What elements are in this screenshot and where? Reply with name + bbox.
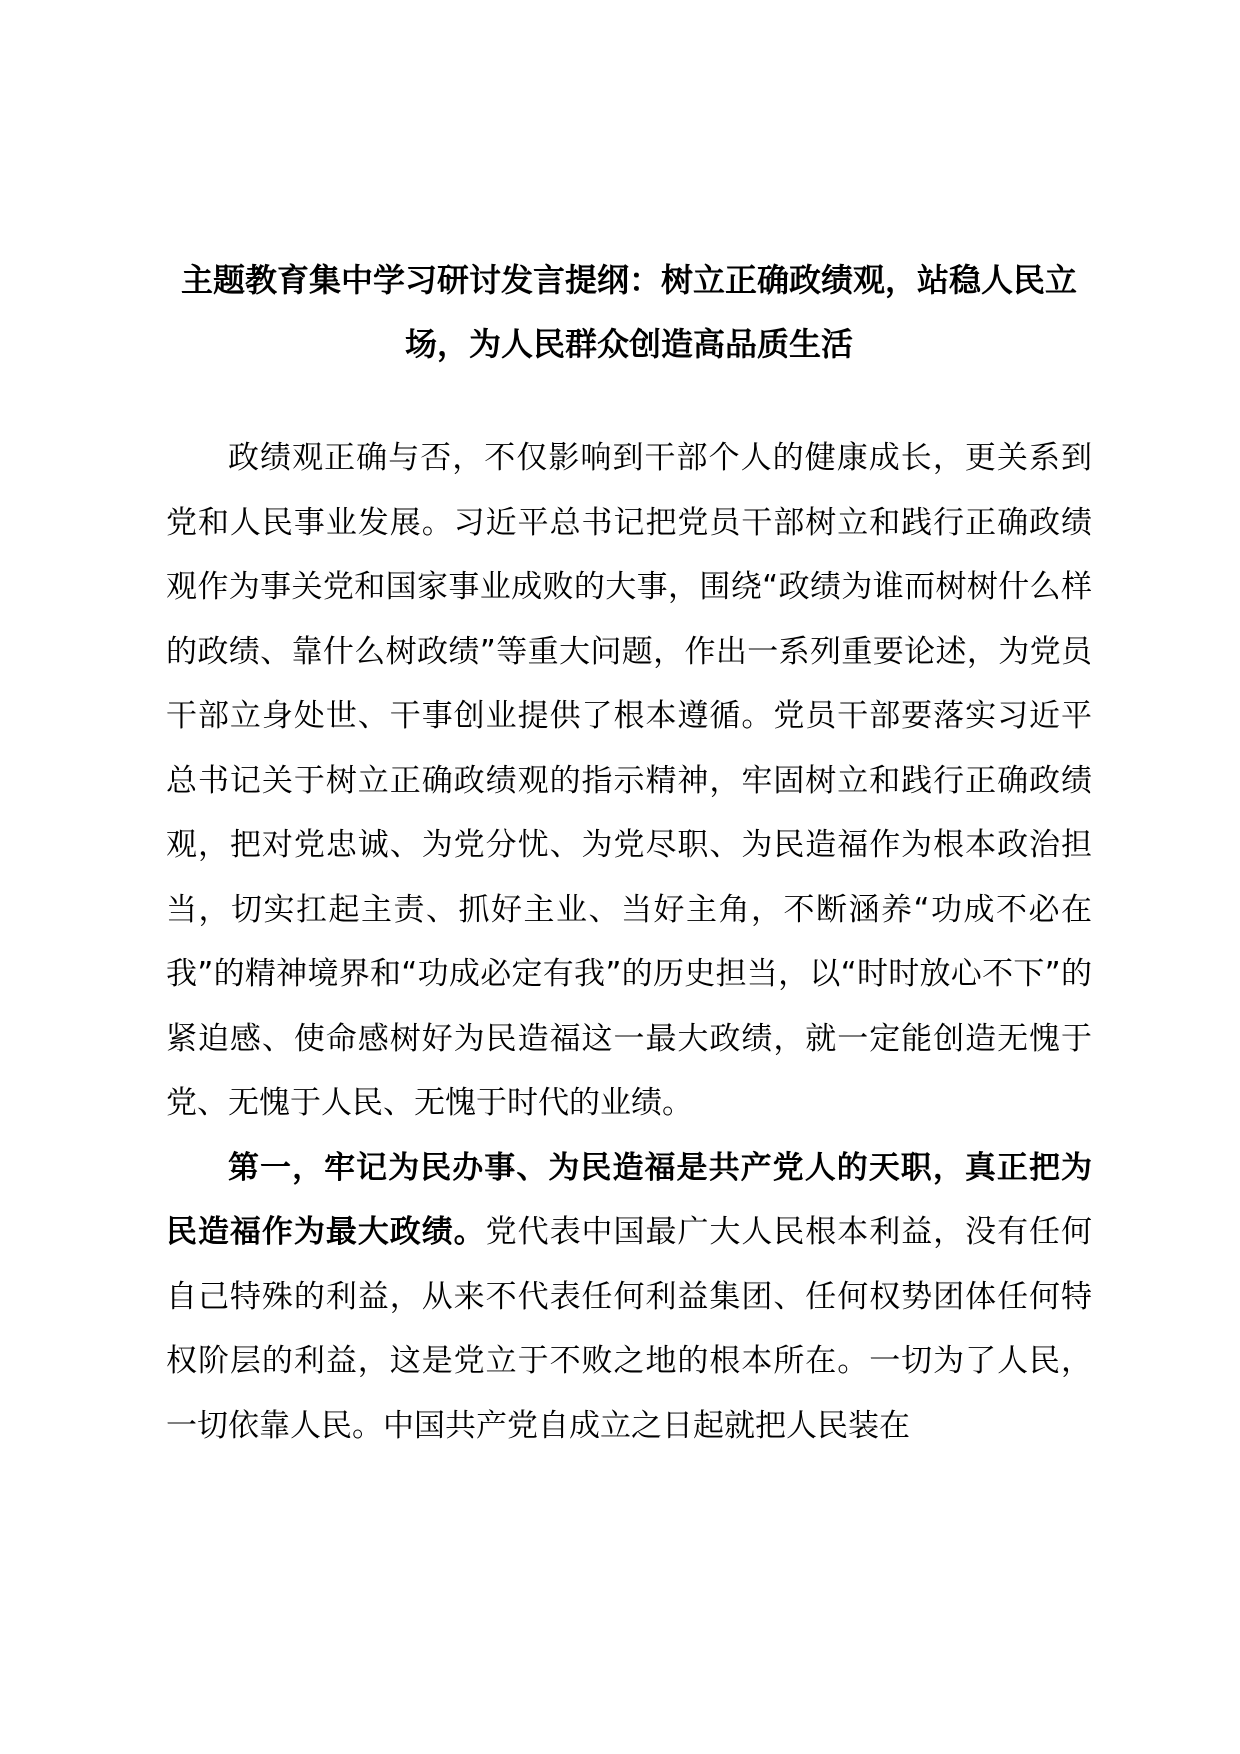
document-body bbox=[166, 426, 1092, 1458]
section-text: 党代表中国最广大人民根本利益，没有任何自己特殊的利益，从来不代表任何利益集团、任何权势团体任何特权阶层的利益，这是党立于不败之地的根本所在。一切为了人民，一切依靠人民。中国共产党自成立之日起就把人民装在 bbox=[166, 1214, 1093, 1444]
section-heading-bold: 第一，牢记为民办事、为民造福是共产党人的天职，真正把为民造福作为最大政绩。 bbox=[166, 1149, 1092, 1250]
document-title: 主题教育集中学习研讨发言提纲：树立正确政绩观，站稳人民立场，为人民群众创造高品质生活 bbox=[180, 261, 1077, 363]
body-paragraph: 政绩观正确与否，不仅影响到干部个人的健康成长，更关系到党和人民事业发展。习近平总书记把党员干部树立和践行正确政绩观作为事关党和国家事业成败的大事，围绕“政绩为谁而树树什么样的政绩、靠什么树政绩”等重大问题，作出一系列重要论述，为党员干部立身处世、干事创业提供了根本遵循。党员干部要落实习近平总书记关于树立正确政绩观的指示精神，牢固树立和践行正确政绩观，把对党忠诚、为党分忧、为党尽职、为民造福作为根本政治担当，切实扛起主责、抓好主业、当好主角，不断涵养“功成不必在我”的精神境界和“功成必定有我”的历史担当，以“时时放心不下”的紧迫感、使命感树好为民造福这一最大政绩，就一定能创造无愧于党、无愧于人民、无愧于时代的业绩。 bbox=[166, 440, 1092, 1121]
body-paragraph-section-one bbox=[166, 1136, 1092, 1459]
